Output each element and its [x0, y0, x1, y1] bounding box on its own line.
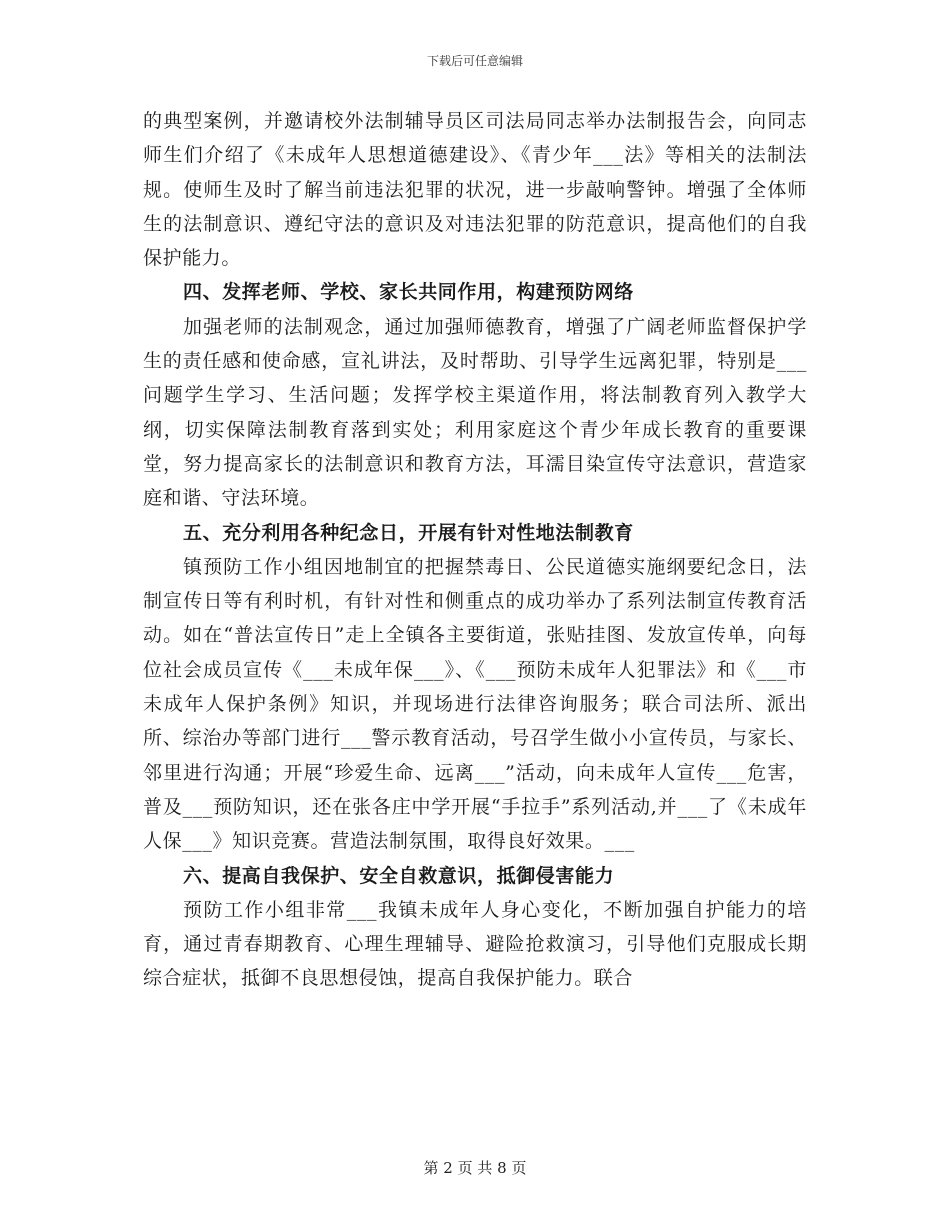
paragraph-1: 的典型案例，并邀请校外法制辅导员区司法局同志举办法制报告会，向同志师生们介绍了《未成年人思想道德建设》、《青少年___法》等相关的法制法规。使师生及时了解当前违法犯罪的状况，进一步敲响警钟。增强了全体师生的法制意识、遵纪守法的意识及对违法犯罪的防范意识，提高他们的自我保护能力。 [143, 110, 807, 270]
paragraph-4: 预防工作小组非常___我镇未成年人身心变化，不断加强自护能力的培育，通过青春期教育、心理生理辅导、避险抢救演习，引导他们克服成长期综合症状，抵御不良思想侵蚀，提高自我保护能力。联合 [143, 898, 807, 990]
document-body [143, 104, 807, 996]
page-header: 下载后可任意编辑 [426, 54, 523, 68]
paragraph-2: 加强老师的法制观念，通过加强师德教育，增强了广阔老师监督保护学生的责任感和使命感，宣礼讲法，及时帮助、引导学生远离犯罪，特别是___问题学生学习、生活问题；发挥学校主渠道作用，将法制教育列入教学大纲，切实保障法制教育落到实处；利用家庭这个青少年成长教育的重要课堂，努力提高家长的法制意识和教育方法，耳濡目染宣传守法意识，营造家庭和谐、守法环境。 [143, 315, 807, 510]
section-heading-6: 六、提高自我保护、安全自救意识，抵御侵害能力 [183, 864, 615, 887]
section-heading-4: 四、发挥老师、学校、家长共同作用，构建预防网络 [183, 281, 634, 304]
page-number: 第 2 页 共 8 页 [423, 1159, 527, 1177]
section-heading-5: 五、充分利用各种纪念日，开展有针对性地法制教育 [183, 521, 634, 544]
paragraph-3: 镇预防工作小组因地制宜的把握禁毒日、公民道德实施纲要纪念日，法制宣传日等有利时机，有针对性和侧重点的成功举办了系列法制宣传教育活动。如在“普法宣传日”走上全镇各主要街道，张贴挂图、发放宣传单，向每位社会成员宣传《___未成年保___》、《___预防未成年人犯罪法》和《___市未成年人保护条例》知识，并现场进行法律咨询服务；联合司法所、派出所、综治办等部门进行___警示教育活动，号召学生做小小宣传员，与家长、邻里进行沟通；开展“珍爱生命、远离___”活动，向未成年人宣传___危害，普及___预防知识，还在张各庄中学开展“手拉手”系列活动,并___了《未成年人保___》知识竞赛。营造法制氛围，取得良好效果。___ [143, 555, 807, 853]
